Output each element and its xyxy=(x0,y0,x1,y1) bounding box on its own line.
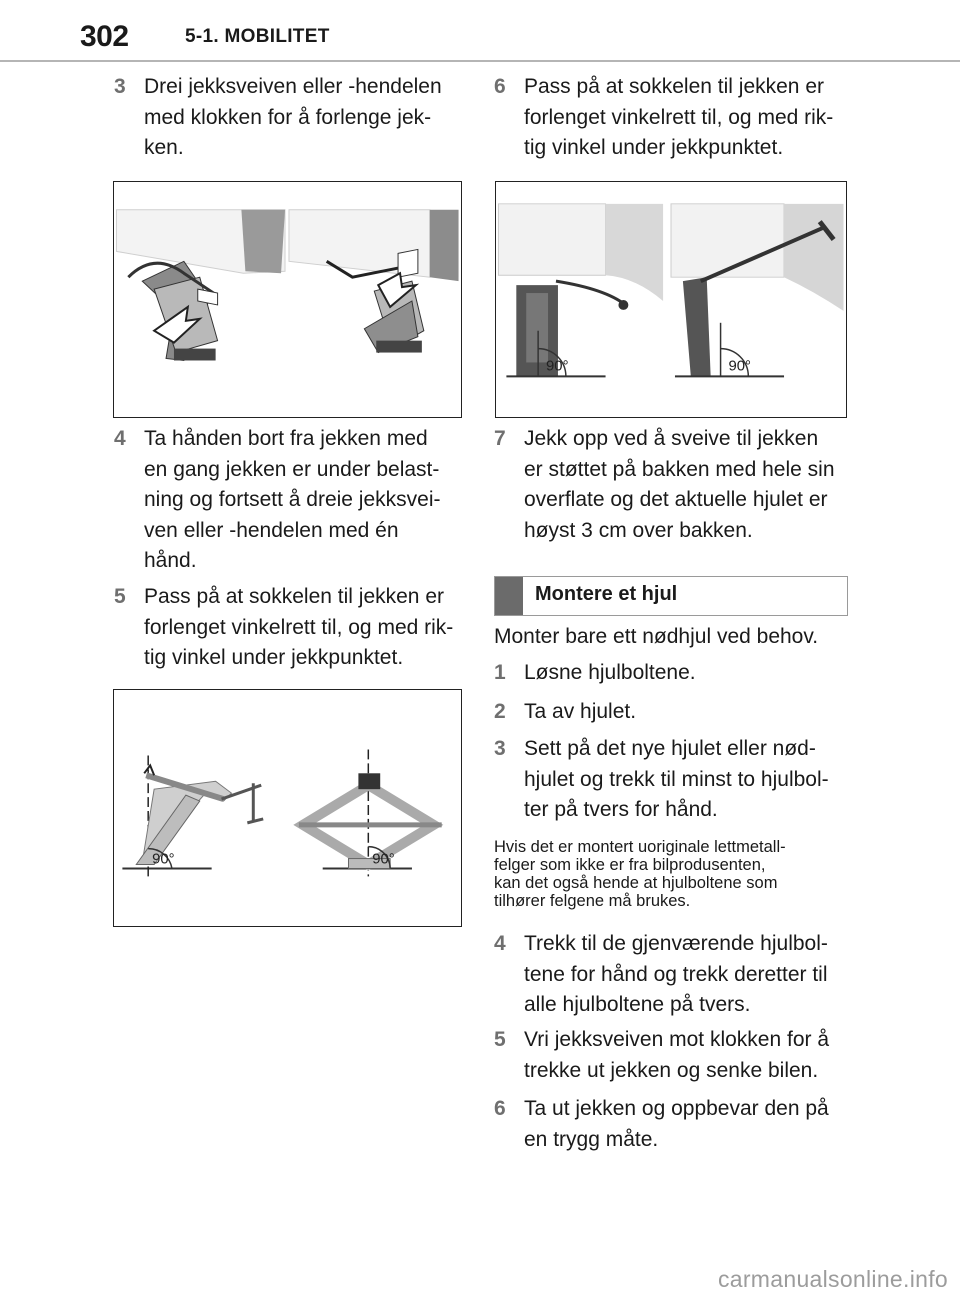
step-number: 4 xyxy=(494,932,506,955)
heading-bar xyxy=(495,577,523,615)
angle-label: 90° xyxy=(546,358,569,375)
step-text: Jekk opp ved å sveive til jekken er støttet på bakken med hele sin overflate og det aktuelle hjulet er høyst 3 cm over bakken. xyxy=(524,427,835,542)
section-heading: Montere et hjul xyxy=(535,583,678,605)
page-number: 302 xyxy=(80,20,129,53)
intro-text: Monter bare ett nødhjul ved behov. xyxy=(494,625,819,648)
figure-jack-angle-left xyxy=(113,689,462,927)
step-text: Pass på at sokkelen til jekken er forlenget vinkelrett til, og med rik- tig vinkel under jekkpunktet. xyxy=(144,585,454,669)
step-text: Sett på det nye hjulet eller nød- hjulet og trekk til minst to hjulbol- ter på tvers for hånd. xyxy=(524,737,829,821)
step-text: Ta hånden bort fra jekken med en gang jekken er under belast- ning og fortsett å dreie jekksvei- ven eller -hendelen med én hånd. xyxy=(144,427,441,572)
angle-label: 90° xyxy=(152,851,175,868)
page-header xyxy=(0,0,960,62)
section-heading-box xyxy=(494,576,848,616)
step-number: 5 xyxy=(494,1028,506,1051)
step-3 xyxy=(114,72,464,164)
mount-step-2 xyxy=(494,697,844,728)
figure-jack-position xyxy=(495,181,847,418)
angle-label: 90° xyxy=(728,358,751,375)
figure-jack-crank xyxy=(113,181,462,418)
step-7 xyxy=(494,424,844,546)
jack-angle-illustration xyxy=(114,690,461,926)
angle-label: 90° xyxy=(372,851,395,868)
step-text: Løsne hjulboltene. xyxy=(524,661,696,684)
step-number: 7 xyxy=(494,427,506,450)
step-number: 3 xyxy=(494,737,506,760)
header-divider xyxy=(0,60,960,62)
step-6 xyxy=(494,72,844,164)
step-number: 1 xyxy=(494,661,506,684)
jack-position-illustration xyxy=(496,182,846,417)
step-number: 6 xyxy=(494,1097,506,1120)
note-text: Hvis det er montert uoriginale lettmetall- felger som ikke er fra bilprodusenten, kan det også hende at hjulboltene som tilhører felgene må brukes. xyxy=(494,838,786,910)
section-title: 5-1. MOBILITET xyxy=(185,26,330,47)
step-text: Ta ut jekken og oppbevar den på en trygg måte. xyxy=(524,1097,829,1151)
step-text: Pass på at sokkelen til jekken er forlenget vinkelrett til, og med rik- tig vinkel under jekkpunktet. xyxy=(524,75,834,159)
mount-step-1 xyxy=(494,658,844,689)
mount-step-3 xyxy=(494,734,844,826)
step-text: Drei jekksveiven eller -hendelen med klokken for å forlenge jek- ken. xyxy=(144,75,442,159)
step-number: 5 xyxy=(114,585,126,608)
step-text: Ta av hjulet. xyxy=(524,700,637,723)
step-number: 3 xyxy=(114,75,126,98)
step-5 xyxy=(114,582,464,674)
step-number: 2 xyxy=(494,700,506,723)
step-4 xyxy=(114,424,464,577)
mount-step-6 xyxy=(494,1094,844,1155)
mount-step-4 xyxy=(494,929,844,1021)
watermark-text: carmanualsonline.info xyxy=(717,1266,948,1292)
mount-step-5 xyxy=(494,1025,844,1086)
step-text: Vri jekksveiven mot klokken for å trekke ut jekken og senke bilen. xyxy=(524,1028,830,1082)
step-number: 4 xyxy=(114,427,126,450)
step-number: 6 xyxy=(494,75,506,98)
jack-crank-illustration xyxy=(114,182,461,417)
step-text: Trekk til de gjenværende hjulbol- tene for hånd og trekk deretter til alle hjulboltene på tvers. xyxy=(524,932,828,1016)
